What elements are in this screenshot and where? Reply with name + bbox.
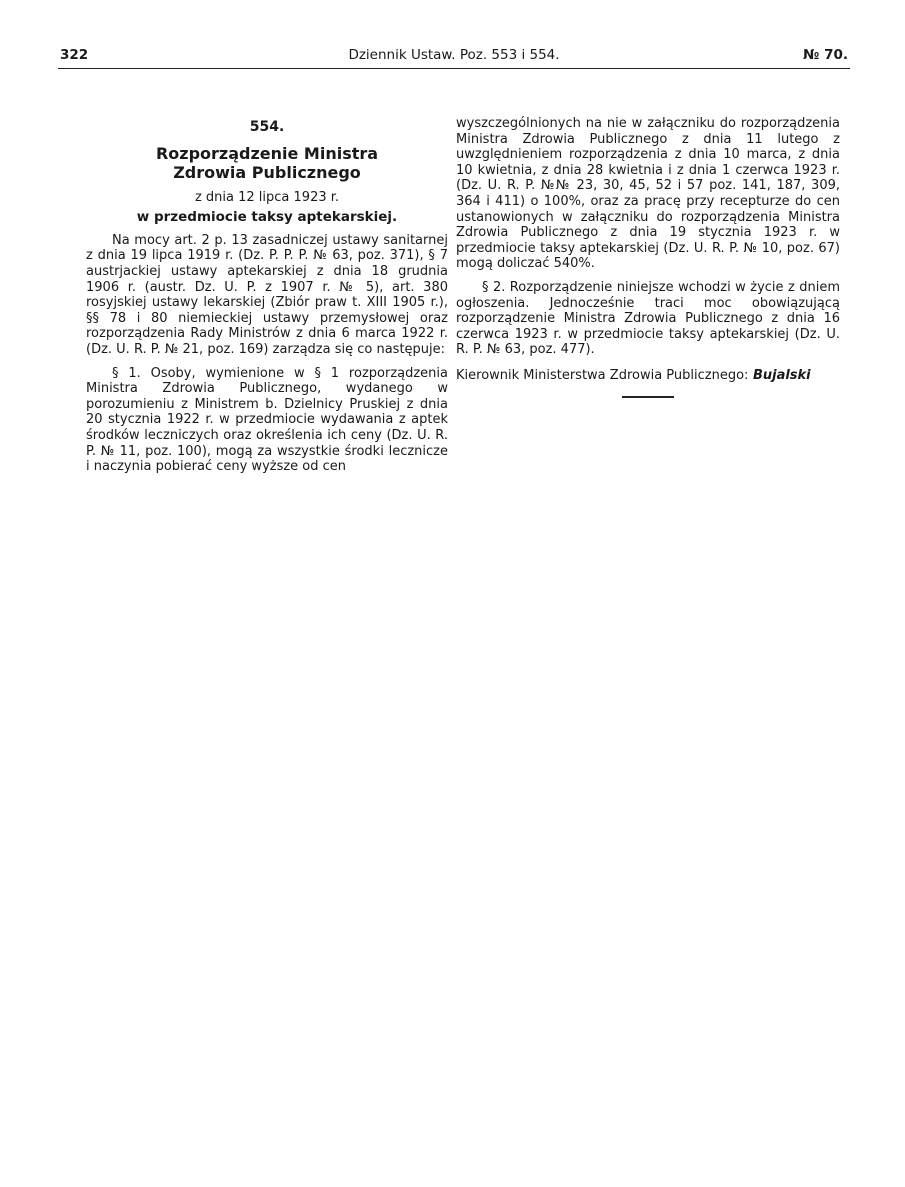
journal-title: Dziennik Ustaw. Poz. 553 i 554.: [348, 47, 560, 63]
section-1-continuation: wyszczególnionych na nie w załączniku do rozporządzenia Ministra Zdrowia Publicznego z dnia 11 lutego z uwzględnieniem rozporządzenia z dnia 10 marca, z dnia 10 kwietnia, z dnia 28 kwietnia i z dnia 1 czerwca 1923 r. (Dz. U. R. P. №№ 23, 30, 45, 52 i 57 poz. 141, 187, 309, 364 i 411) o 100%, oraz za pracę przy recepturze do cen ustanowionych w załączniku do rozporządzenia Ministra Zdrowia Publicznego z dnia 19 stycznia 1923 r. w przedmiocie taksy aptekarskiej (Dz. U. R. P. № 10, poz. 67) mogą doliczać 540%.: [456, 116, 840, 272]
signature-line: [456, 368, 840, 384]
regulation-subject: w przedmiocie taksy aptekarskiej.: [136, 209, 398, 226]
page-header: [60, 47, 848, 69]
issue-number: № 70.: [803, 47, 848, 63]
section-1-paragraph: § 1. Osoby, wymienione w § 1 rozporządzenia Ministra Zdrowia Publicznego, wydanego w porozumieniu z Ministrem b. Dzielnicy Pruskiej z dnia 20 stycznia 1922 r. w przedmiocie wydawania z aptek środków leczniczych oraz określenia ich ceny (Dz. U. R. P. № 11, poz. 100), mogą za wszystkie środki lecznicze i naczynia pobierać ceny wyższe od cen: [86, 365, 448, 475]
regulation-title: Rozporządzenie Ministra Zdrowia Publicznego: [155, 143, 379, 182]
end-rule: [622, 396, 674, 398]
paragraph-spacer: [456, 272, 840, 280]
preamble-paragraph: Na mocy art. 2 p. 13 zasadniczej ustawy sanitarnej z dnia 19 lipca 1919 r. (Dz. P. P. P. № 63, poz. 371), § 7 austrjackiej ustawy aptekarskiej z dnia 18 grudnia 1906 r. (austr. Dz. U. P. z 1907 r. № 5), art. 380 rosyjskiej ustawy lekarskiej (Zbiór praw t. XIII 1905 r.), §§ 78 i 80 niemieckiej ustawy przemysłowej oraz rozporządzenia Rady Ministrów z dnia 6 marca 1922 r. (Dz. U. R. P. № 21, poz. 169) zarządza się co następuje:: [86, 232, 448, 357]
header-rule: [58, 68, 850, 69]
section-2-paragraph: § 2. Rozporządzenie niniejsze wchodzi w życie z dniem ogłoszenia. Jednocześnie traci moc obowiązującą rozporządzenie Ministra Zdrowia Publicznego z dnia 16 czerwca 1923 r. w przedmiocie taksy aptekarskiej (Dz. U. R. P. № 63, poz. 477).: [456, 279, 840, 358]
left-column: [86, 116, 448, 475]
signature-name: Bujalski: [748, 367, 811, 383]
right-column: [456, 116, 840, 398]
regulation-number: 554.: [249, 119, 285, 135]
paragraph-spacer: [86, 358, 448, 366]
regulation-date: z dnia 12 lipca 1923 r.: [194, 189, 340, 205]
signature-role: Kierownik Ministerstwa Zdrowia Publicznego:: [456, 367, 749, 383]
page-number: 322: [60, 47, 89, 63]
